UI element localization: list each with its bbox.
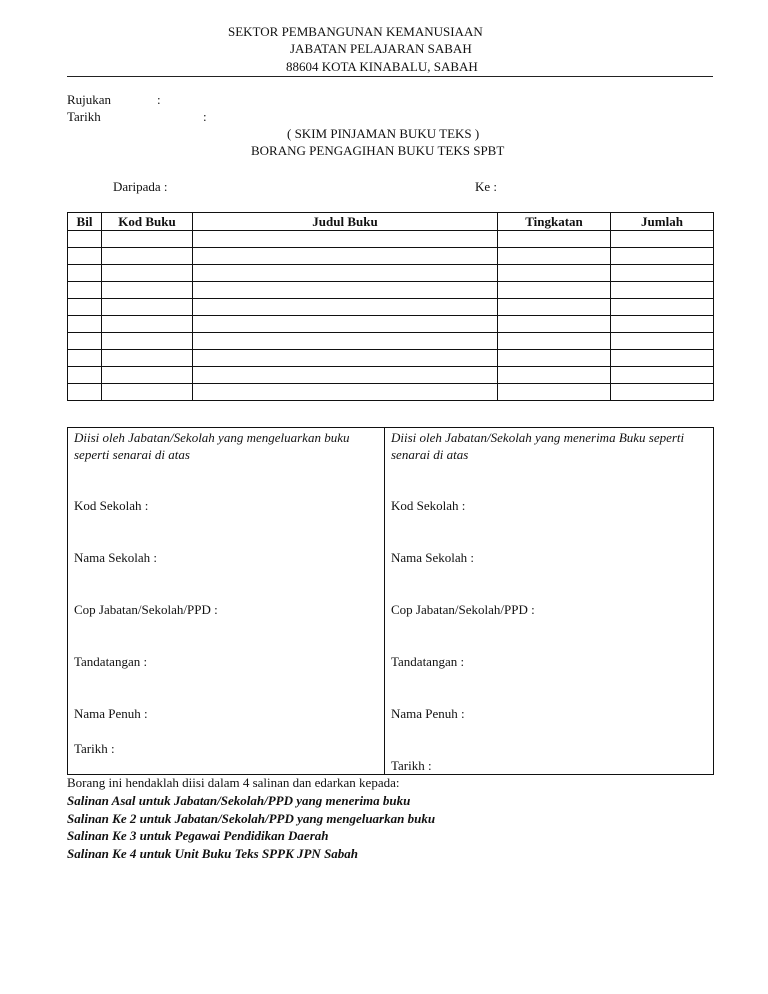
table-cell[interactable] xyxy=(498,367,611,384)
table-cell[interactable] xyxy=(498,231,611,248)
issuer-nama-penuh: Nama Penuh : xyxy=(74,706,148,721)
table-cell[interactable] xyxy=(68,333,102,350)
table-cell[interactable] xyxy=(611,265,714,282)
table-cell[interactable] xyxy=(68,316,102,333)
issuer-tarikh: Tarikh : xyxy=(74,741,115,756)
footer-copy-3: Salinan Ke 3 untuk Pegawai Pendidikan Daerah xyxy=(67,828,329,843)
issuer-heading: Diisi oleh Jabatan/Sekolah yang mengeluarkan buku seperti senarai di atas xyxy=(74,430,350,462)
footer-copy-1: Salinan Asal untuk Jabatan/Sekolah/PPD yang menerima buku xyxy=(67,793,411,808)
issuer-tandatangan: Tandatangan : xyxy=(74,654,148,669)
table-row xyxy=(68,282,714,299)
receiver-tandatangan: Tandatangan : xyxy=(391,654,465,669)
table-cell[interactable] xyxy=(498,384,611,401)
daripada-label: Daripada : xyxy=(113,179,168,194)
table-cell[interactable] xyxy=(193,316,498,333)
receiver-cop: Cop Jabatan/Sekolah/PPD : xyxy=(391,602,535,617)
table-cell[interactable] xyxy=(498,265,611,282)
table-cell[interactable] xyxy=(68,248,102,265)
table-cell[interactable] xyxy=(611,350,714,367)
table-cell[interactable] xyxy=(68,384,102,401)
rujukan-colon: : xyxy=(157,92,161,107)
table-cell[interactable] xyxy=(102,282,193,299)
table-cell[interactable] xyxy=(611,384,714,401)
table-cell[interactable] xyxy=(102,384,193,401)
issuer-kod-sekolah: Kod Sekolah : xyxy=(74,498,149,513)
table-cell[interactable] xyxy=(611,333,714,350)
table-row xyxy=(68,350,714,367)
col-header-jumlah: Jumlah xyxy=(611,213,714,231)
tarikh-label: Tarikh xyxy=(67,109,101,124)
header-line-1: SEKTOR PEMBANGUNAN KEMANUSIAAN xyxy=(228,24,483,39)
table-cell[interactable] xyxy=(498,282,611,299)
footer-intro: Borang ini hendaklah diisi dalam 4 salinan dan edarkan kepada: xyxy=(67,775,400,790)
table-cell[interactable] xyxy=(611,231,714,248)
receiver-kod-sekolah: Kod Sekolah : xyxy=(391,498,466,513)
table-cell[interactable] xyxy=(102,333,193,350)
table-cell[interactable] xyxy=(102,265,193,282)
table-cell[interactable] xyxy=(102,248,193,265)
table-cell[interactable] xyxy=(611,316,714,333)
table-cell[interactable] xyxy=(498,333,611,350)
form-title: BORANG PENGAGIHAN BUKU TEKS SPBT xyxy=(251,143,505,158)
receiver-nama-sekolah: Nama Sekolah : xyxy=(391,550,475,565)
table-cell[interactable] xyxy=(193,350,498,367)
receiver-nama-penuh: Nama Penuh : xyxy=(391,706,465,721)
col-header-judul-buku: Judul Buku xyxy=(193,213,498,231)
table-cell[interactable] xyxy=(498,316,611,333)
table-cell[interactable] xyxy=(498,299,611,316)
signature-table xyxy=(67,427,714,775)
table-row xyxy=(68,231,714,248)
table-cell[interactable] xyxy=(611,299,714,316)
table-row xyxy=(68,265,714,282)
table-cell[interactable] xyxy=(102,316,193,333)
book-table-header xyxy=(68,213,714,231)
table-cell[interactable] xyxy=(193,367,498,384)
footer-copy-2: Salinan Ke 2 untuk Jabatan/Sekolah/PPD yang mengeluarkan buku xyxy=(67,811,436,826)
table-cell[interactable] xyxy=(611,282,714,299)
table-row xyxy=(68,384,714,401)
rujukan-label: Rujukan xyxy=(67,92,112,107)
receiver-section xyxy=(385,428,714,775)
table-cell[interactable] xyxy=(102,367,193,384)
table-cell[interactable] xyxy=(611,248,714,265)
table-cell[interactable] xyxy=(193,231,498,248)
table-cell[interactable] xyxy=(68,282,102,299)
issuer-section xyxy=(68,428,385,775)
table-cell[interactable] xyxy=(102,350,193,367)
header-line-2: JABATAN PELAJARAN SABAH xyxy=(290,41,472,56)
table-cell[interactable] xyxy=(193,282,498,299)
table-cell[interactable] xyxy=(498,350,611,367)
table-cell[interactable] xyxy=(68,231,102,248)
table-row xyxy=(68,333,714,350)
table-cell[interactable] xyxy=(68,367,102,384)
header-divider xyxy=(67,76,713,77)
table-row xyxy=(68,367,714,384)
receiver-tarikh: Tarikh : xyxy=(391,758,432,773)
table-cell[interactable] xyxy=(68,265,102,282)
header-line-3: 88604 KOTA KINABALU, SABAH xyxy=(286,59,478,74)
col-header-bil: Bil xyxy=(68,213,102,231)
issuer-nama-sekolah: Nama Sekolah : xyxy=(74,550,158,565)
table-cell[interactable] xyxy=(68,350,102,367)
table-cell[interactable] xyxy=(68,299,102,316)
footer-copy-4: Salinan Ke 4 untuk Unit Buku Teks SPPK JPN Sabah xyxy=(67,846,359,861)
table-cell[interactable] xyxy=(193,248,498,265)
issuer-cop: Cop Jabatan/Sekolah/PPD : xyxy=(74,602,218,617)
col-header-tingkatan: Tingkatan xyxy=(498,213,611,231)
table-row xyxy=(68,316,714,333)
table-cell[interactable] xyxy=(102,299,193,316)
table-cell[interactable] xyxy=(102,231,193,248)
tarikh-colon: : xyxy=(203,109,207,124)
table-row xyxy=(68,299,714,316)
table-cell[interactable] xyxy=(193,265,498,282)
scheme-title: ( SKIM PINJAMAN BUKU TEKS ) xyxy=(287,126,480,141)
table-cell[interactable] xyxy=(498,248,611,265)
col-header-kod-buku: Kod Buku xyxy=(102,213,193,231)
receiver-heading: Diisi oleh Jabatan/Sekolah yang menerima Buku seperti senarai di atas xyxy=(391,430,685,462)
table-cell[interactable] xyxy=(193,333,498,350)
table-cell[interactable] xyxy=(611,367,714,384)
table-row xyxy=(68,248,714,265)
table-cell[interactable] xyxy=(193,299,498,316)
book-table xyxy=(67,212,714,401)
ke-label: Ke : xyxy=(475,179,498,194)
table-cell[interactable] xyxy=(193,384,498,401)
